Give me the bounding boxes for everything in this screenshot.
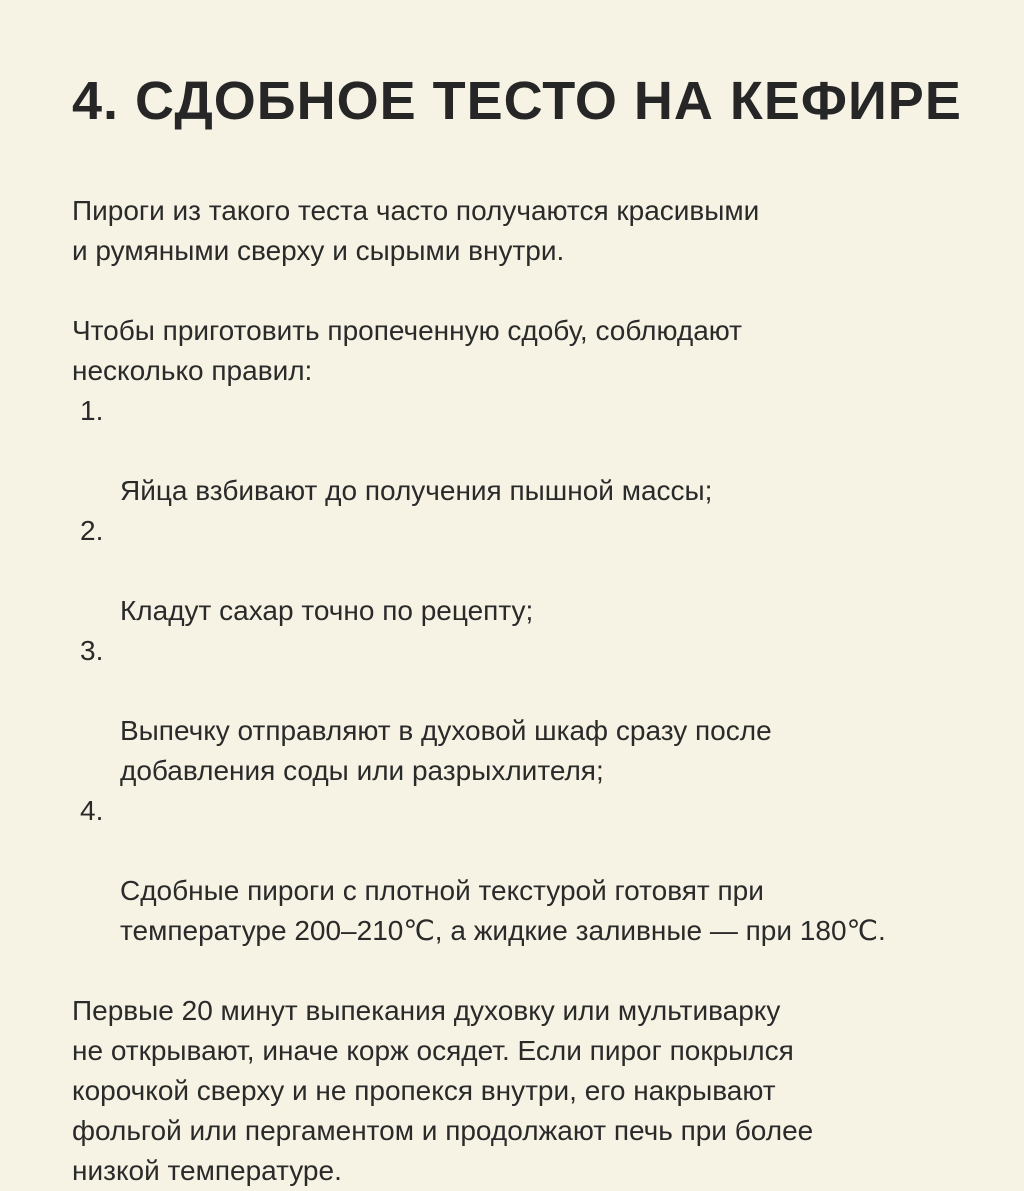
rule-number: 3.: [80, 635, 104, 666]
baking-tips-paragraph: Первые 20 минут выпекания духовку или мультиварку не открывают, иначе корж осядет. Если пирог покрылся корочкой сверху и не пропекся внутри, его накрывают фольгой или пергаментом и продолжают печь при более низкой температуре.: [72, 995, 814, 1186]
rule-text: Выпечку отправляют в духовой шкаф сразу после добавления соды или разрыхлителя;: [120, 715, 772, 786]
rules-list: [72, 391, 984, 951]
rule-item-3: [72, 631, 984, 791]
rule-text: Кладут сахар точно по рецепту;: [120, 595, 534, 626]
rule-number: 4.: [80, 795, 104, 826]
page-title: 4. СДОБНОЕ ТЕСТО НА КЕФИРЕ: [72, 71, 962, 131]
rule-item-2: [72, 511, 984, 631]
rule-item-4: [72, 791, 984, 951]
rule-number: 2.: [80, 515, 104, 546]
rule-number: 1.: [80, 395, 104, 426]
rule-text: Сдобные пироги с плотной текстурой готовят при температуре 200–210℃, а жидкие заливные — при 180℃.: [120, 875, 886, 946]
intro-paragraph: Пироги из такого теста часто получаются красивыми и румяными сверху и сырыми внутри.: [72, 195, 760, 266]
rule-text: Яйца взбивают до получения пышной массы;: [120, 475, 713, 506]
rules-intro-paragraph: Чтобы приготовить пропеченную сдобу, соблюдают несколько правил:: [72, 315, 742, 386]
rule-item-1: [72, 391, 984, 511]
